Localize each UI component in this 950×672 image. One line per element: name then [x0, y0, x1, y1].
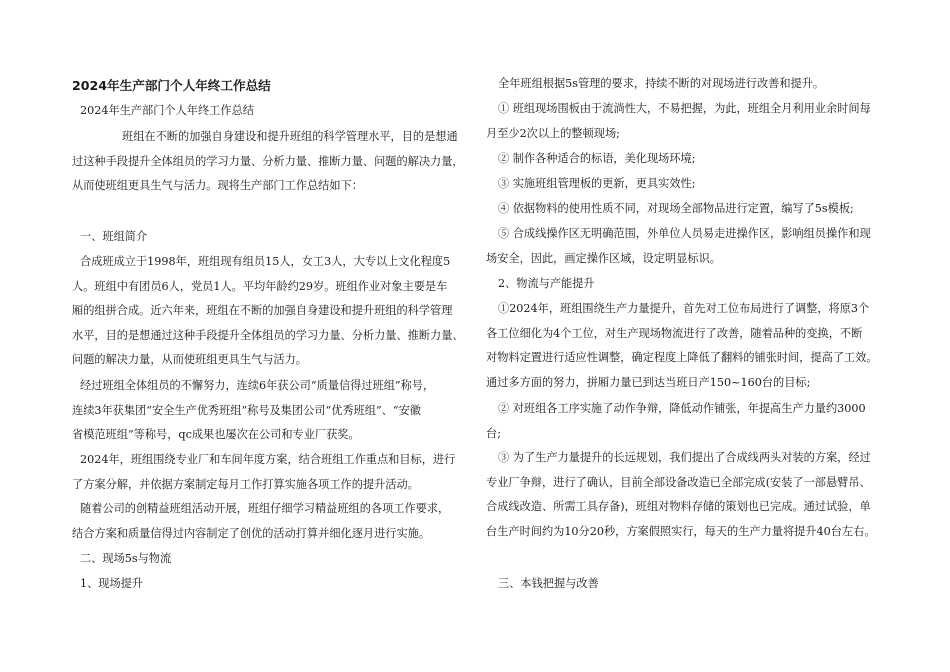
paragraph-line: 省模范班组”等称号，qc成果也屡次在公司和专业厂获奖。: [72, 428, 360, 441]
list-item-5: [486, 222, 882, 271]
intro-line: 过这种手段提升全体组员的学习力量、分析力量、推断力量、问题的解决力量，: [72, 154, 464, 168]
paragraph-line: 了方案分解，并依据方案制定每月工作打算实施各项工作的提升活动。: [72, 477, 419, 491]
paragraph-line: 结合方案和质量信得过内容制定了创优的活动打算并细化逐月进行实施。: [72, 526, 431, 540]
paragraph-line: 随着公司的创精益班组活动开展，班组仔细学习精益班组的各项工作要求，: [80, 502, 450, 515]
section2-subheading: 1、现场提升: [80, 577, 144, 590]
paragraph-line: 对物料定置进行适应性调整，确定程度上降低了翻料的铺张时间，提高了工效。: [486, 351, 878, 364]
paragraph-line: 各工位细化为4个工位，对生产现场物流进行了改善，随着品种的变换，不断: [486, 326, 863, 340]
paragraph-line: 台;: [486, 426, 501, 440]
section2-heading: 二、现场5s与物流: [80, 552, 172, 565]
paragraph-line: 连续3年获集团“安全生产优秀班组”称号及集团公司“优秀班组”、“安徽: [72, 403, 421, 417]
section1-heading: 一、班组简介: [80, 230, 148, 243]
intro-paragraph: [72, 125, 468, 199]
capacity-item-2: [486, 397, 882, 446]
paragraph-line: ② 对班组各工序实施了动作争辩，降低动作铺张，年提高生产力量约3000: [498, 402, 866, 415]
list-item-2: ② 制作各种适合的标语，美化现场环境;: [498, 152, 696, 165]
paragraph-line: 台生产时间约为10分20秒，方案假照实行，每天的生产力量将提升40台左右。: [486, 524, 876, 538]
paragraph-line: ①2024年，班组围绕生产力量提升，首先对工位布局进行了调整，将原3个: [498, 302, 870, 315]
paragraph-line: ⑤ 合成线操作区无明确范围，外单位人员易走进操作区，影响组员操作和现: [498, 227, 871, 240]
document-title: 2024年生产部门个人年终工作总结: [72, 78, 271, 93]
paragraph-line: 经过班组全体组员的不懈努力，连续6年获公司“质量信得过班组”称号，: [80, 379, 435, 392]
paragraph-line: 场安全，因此，画定操作区域，设定明显标识。: [486, 251, 721, 265]
section1-paragraph4: [72, 497, 468, 546]
section1-paragraph2: [72, 374, 468, 448]
section3-heading: 三、本钱把握与改善: [498, 577, 599, 590]
paragraph-line: 专业厂争辩，进行了确认，目前全部设备改造已全部完成(安装了一部悬臂吊、: [486, 475, 871, 489]
paragraph-line: 月至少2次以上的整顿现场;: [486, 126, 620, 140]
paragraph-line: 人。班组中有团员6人，党员1人。平均年龄约29岁。班组作业对象主要是车: [72, 279, 448, 293]
section1-paragraph1: [72, 250, 468, 373]
paragraph-line: ③ 为了生产力量提升的长远规划，我们提出了合成线两头对装的方案，经过: [498, 451, 871, 464]
section1-paragraph3: [72, 448, 468, 497]
document-subtitle: 2024年生产部门个人年终工作总结: [80, 104, 254, 117]
paragraph-line: 合成线改造、所需工具存备)，班组对物料存储的策划也已完成。通过试验，单: [486, 500, 871, 513]
intro-line: 从而使班组更具生气与活力。现将生产部门工作总结如下：: [72, 179, 363, 192]
paragraph-5s: 全年班组根据5s管理的要求，持续不断的对现场进行改善和提升。: [498, 77, 825, 90]
list-item-3: ③ 实施班组管理板的更新，更具实效性;: [498, 177, 696, 190]
paragraph-line: 厢的组拼合成。近六年来，班组在不断的加强自身建设和提升班组的科学管理: [72, 304, 453, 317]
paragraph-line: 水平，目的是想通过这种手段提升全体组员的学习力量、分析力量、推断力量、: [72, 328, 464, 342]
capacity-item-3: [486, 446, 882, 544]
paragraph-line: ① 班组现场围板由于流淌性大，不易把握，为此，班组全月利用业余时间每: [498, 102, 871, 115]
capacity-item-1: [486, 297, 882, 395]
subsection-heading-logistics: 2、物流与产能提升: [498, 277, 595, 290]
paragraph-line: 合成班成立于1998年，班组现有组员15人，女工3人，大专以上文化程度5: [80, 255, 451, 268]
paragraph-line: 问题的解决力量，从而使班组更具生气与活力。: [72, 353, 307, 366]
paragraph-line: 2024年，班组围绕专业厂和车间年度方案，结合班组工作重点和目标，进行: [80, 453, 456, 466]
list-item-1: [486, 97, 882, 146]
intro-line: 班组在不断的加强自身建设和提升班组的科学管理水平，目的是想通: [122, 130, 458, 143]
paragraph-line: 通过多方面的努力，拼厢力量已到达当班日产150~160台的目标;: [486, 375, 811, 389]
list-item-4: ④ 依据物料的使用性质不同，对现场全部物品进行定置，编写了5s模板;: [498, 202, 854, 215]
